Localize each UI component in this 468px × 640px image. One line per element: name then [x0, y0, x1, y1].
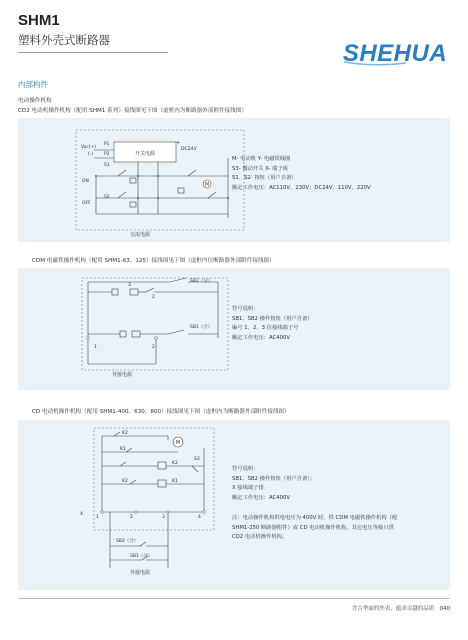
- legend-line: 符号说明：: [232, 466, 259, 472]
- ext-power-label: 外接电源: [129, 570, 151, 576]
- p1-label: P1: [104, 142, 110, 147]
- legend-line: SB1、SB2 操作按钮（用户自备）；: [232, 475, 316, 482]
- ext-power-label: 外接电源: [111, 372, 133, 378]
- ac-power-label: 交流电源: [129, 232, 151, 238]
- k1-label: K1: [172, 479, 178, 484]
- k2-label: K2: [122, 479, 128, 484]
- block1-legend: [232, 155, 371, 193]
- terminal-3-label: 3: [162, 515, 165, 520]
- terminal-1-label: 1: [94, 345, 97, 350]
- block2-legend: [232, 305, 313, 343]
- vac-minus-label: (-): [88, 152, 94, 157]
- legend-line: 额定工作电压：AC110V、230V；DC24V、110V、220V: [232, 184, 371, 191]
- block3-note: [232, 514, 397, 543]
- note-line: CD2 电动机操作机构。: [232, 534, 288, 541]
- sb2-label: SB2（分）: [190, 279, 213, 284]
- dc24v-label: DC24V: [181, 147, 197, 152]
- k2-label: K2: [122, 431, 128, 436]
- page-number: 040: [439, 606, 450, 612]
- footer-slogan: 含古华丽的外表，蕴求卓越的品质: [351, 606, 435, 612]
- legend-line: S1、S2- 按钮（用户自备）: [232, 175, 297, 182]
- sb1-label: SB1（分）: [130, 554, 153, 559]
- shehua-logo: [336, 36, 454, 68]
- s3-label: S3: [194, 457, 200, 462]
- terminal-2b-label: 2: [152, 345, 155, 350]
- s1-label: S1: [104, 163, 110, 168]
- page-title: SHM1: [18, 12, 60, 29]
- note-line: 注：电动操作机构供电电压为 400V 时，供 CDM 电磁铁操作机构（配: [232, 515, 398, 521]
- dc-plus-label: +: [176, 140, 181, 146]
- on-label: ON: [82, 179, 89, 184]
- terminal-4-label: 4: [198, 515, 201, 520]
- off-label: OFF: [82, 201, 91, 206]
- terminal-2-label: 2: [152, 295, 155, 300]
- k2-label: K2: [172, 461, 178, 466]
- x-label: X: [80, 512, 84, 517]
- sb1-label: SB1（合）: [190, 325, 213, 330]
- legend-line: M- 电动机 Y- 电磁铁线圈: [232, 156, 291, 162]
- terminal-1-label: 1: [96, 515, 99, 520]
- vac-label: Vac(+): [81, 145, 96, 150]
- footer: [300, 604, 450, 612]
- note-line: SHM1-250 断路器附件）或 CD 电动机操作机构，其它电压等级只供: [232, 524, 394, 531]
- block3-legend: [232, 465, 315, 503]
- legend-line: 额定工作电压：AC400V: [232, 334, 291, 341]
- motor-label: M: [204, 182, 210, 188]
- block1-intro: CD2 电动机操作机构（配用 SHM1 系列）接线图见下图（虚框内为断路器外部附件接线图）: [18, 108, 248, 114]
- title-divider: [18, 52, 168, 53]
- block2-heading: CDM 电磁铁操作机构（配用 SHM1-63、125）接线图见下图（虚框内位断路器外部附件接线图）: [32, 258, 275, 264]
- terminal-3-label: 3: [128, 283, 131, 288]
- block3-heading: CD 电动机操作机构（配用 SHM1-400、630、800）接线图见下图（虚框内为断路器外部附件接线图）: [32, 409, 290, 415]
- p2-label: P2: [104, 152, 110, 157]
- logo-text: SHEHUA: [342, 40, 448, 67]
- page-subtitle: 塑料外壳式断路器: [18, 33, 110, 47]
- terminal-2-label: 2: [130, 515, 133, 520]
- block1-heading: 电动操作机构: [18, 98, 52, 104]
- legend-line: SB1、SB2 操作按钮（用户自备）: [232, 315, 313, 322]
- power-box-label: 开关电源: [134, 151, 156, 157]
- legend-line: 额定工作电压：AC400V: [232, 494, 291, 501]
- footer-divider: [18, 598, 450, 599]
- motor-label: M: [175, 440, 181, 446]
- legend-line: X 接线端子排: [232, 485, 264, 492]
- s2-label: S2: [104, 195, 110, 200]
- section-title: 内部构件: [18, 80, 48, 89]
- k1-label: K1: [120, 447, 126, 452]
- legend-line: 编号 1、2、3 位接线端子号: [232, 325, 299, 332]
- legend-line: 符号说明：: [232, 306, 259, 312]
- cd-wiring-diagram: [18, 420, 450, 590]
- legend-line: S3- 微动开关 X- 端子板: [232, 165, 289, 172]
- sb2-label: SB2（合）: [116, 539, 139, 544]
